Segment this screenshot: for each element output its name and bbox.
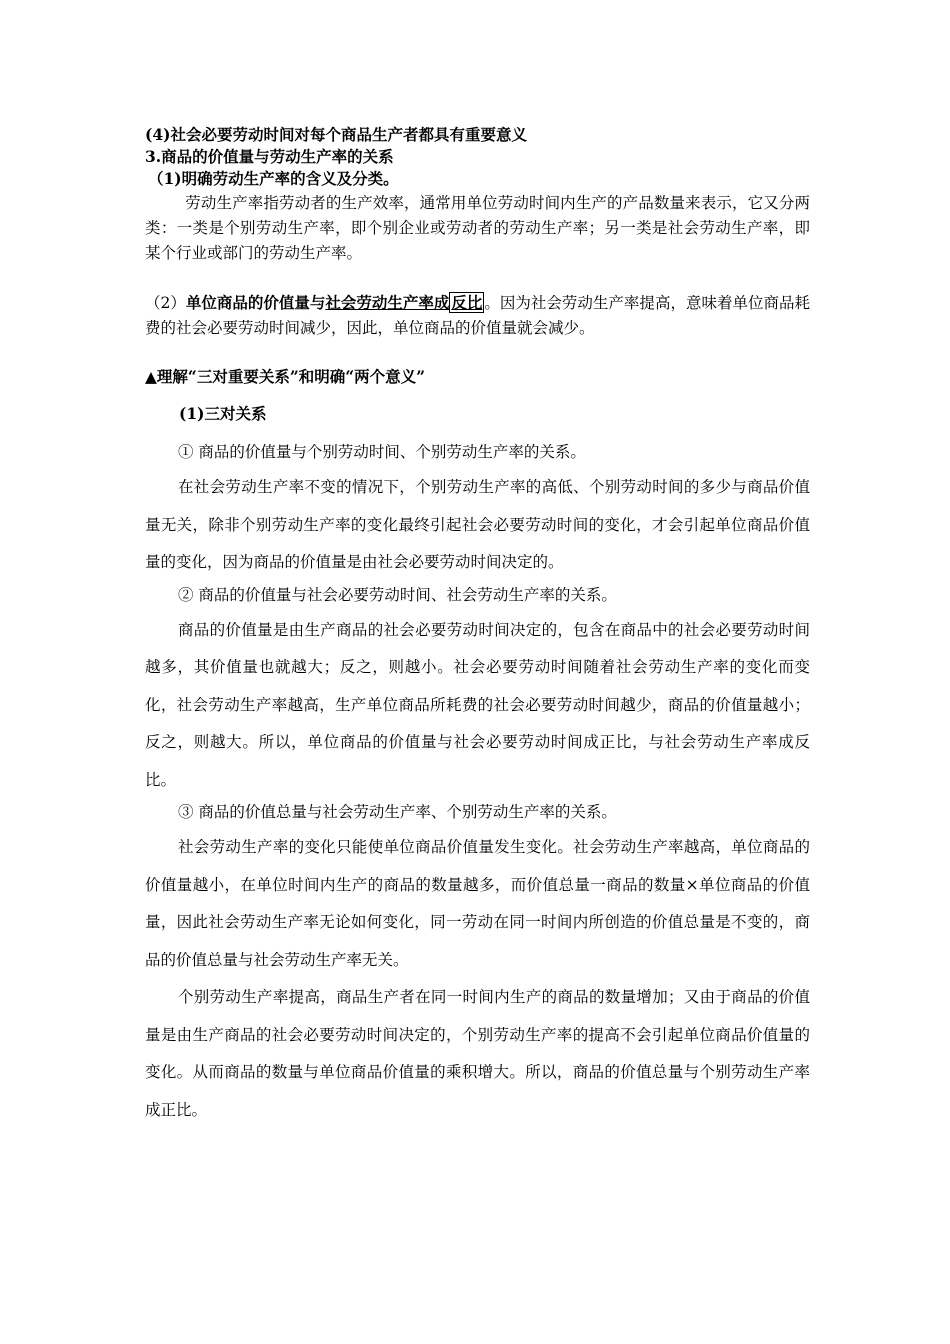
relation-1-title: ① 商品的价值量与个别劳动时间、个别劳动生产率的关系。	[178, 443, 586, 461]
heading-3: 3.商品的价值量与劳动生产率的关系	[145, 147, 394, 166]
relation-3-title: ③ 商品的价值总量与社会劳动生产率、个别劳动生产率的关系。	[178, 803, 617, 821]
para2-lead: （2）	[145, 294, 186, 312]
relation-2-title: ② 商品的价值量与社会必要劳动时间、社会劳动生产率的关系。	[178, 585, 617, 604]
relation-1-body: 在社会劳动生产率不变的情况下，个别劳动生产率的高低、个别劳动时间的多少与商品价值量无关，除非个别劳动生产率的变化最终引起社会必要劳动时间的变化，才会引起单位商品价值量的变化，因为商品的价值量是由社会必要劳动时间决定的。	[145, 478, 810, 571]
para2-bold-a: 单位商品的价值量与	[185, 293, 326, 312]
document-page	[145, 124, 810, 1129]
para2-bold-boxed: 反比	[451, 293, 483, 312]
understand-heading: ▲理解“三对重要关系”和明确“两个意义”	[145, 367, 426, 386]
para2-bold-underline: 社会劳动生产率成	[325, 293, 450, 312]
relation-3-body-2: 个别劳动生产率提高，商品生产者在同一时间内生产的商品的数量增加；又由于商品的价值量是由生产商品的社会必要劳动时间决定的，个别劳动生产率的提高不会引起单位商品价值量的变化。从而商品的数量与单位商品价值量的乘积增大。所以，商品的价值总量与个别劳动生产率成正比。	[145, 988, 810, 1119]
subheading-1: （1)明确劳动生产率的含义及分类。	[148, 169, 399, 188]
relation-3-body-1: 社会劳动生产率的变化只能使单位商品价值量发生变化。社会劳动生产率越高，单位商品的价值量越小，在单位时间内生产的商品的数量越多，而价值总量一商品的数量×单位商品的价值量，因此社会劳动生产率无论如何变化，同一劳动在同一时间内所创造的价值总量是不变的，商品的价值总量与社会劳动生产率无关。	[145, 838, 810, 969]
three-relations-title: (1)三对关系	[179, 404, 267, 423]
paragraph-productivity-definition: 劳动生产率指劳动者的生产效率，通常用单位劳动时间内生产的产品数量来表示，它又分两类：一类是个别劳动生产率，即个别企业或劳动者的劳动生产率；另一类是社会劳动生产率，即某个行业或部门的劳动生产率。	[145, 194, 810, 262]
paragraph-unit-value	[145, 290, 810, 341]
para2-rest: 。因为社会劳动生产率提高，意味着单位商品耗费的社会必要劳动时间减少，因此，单位商品的价值量就会减少。	[145, 294, 810, 337]
relation-2-body: 商品的价值量是由生产商品的社会必要劳动时间决定的，包含在商品中的社会必要劳动时间越多，其价值量也就越大；反之，则越小。社会必要劳动时间随着社会劳动生产率的变化而变化，社会劳动生产率越高，生产单位商品所耗费的社会必要劳动时间越少，商品的价值量越小；反之，则越大。所以，单位商品的价值量与社会必要劳动时间成正比，与社会劳动生产率成反比。	[145, 620, 810, 789]
heading-4: (4)社会必要劳动时间对每个商品生产者都具有重要意义	[145, 125, 527, 144]
